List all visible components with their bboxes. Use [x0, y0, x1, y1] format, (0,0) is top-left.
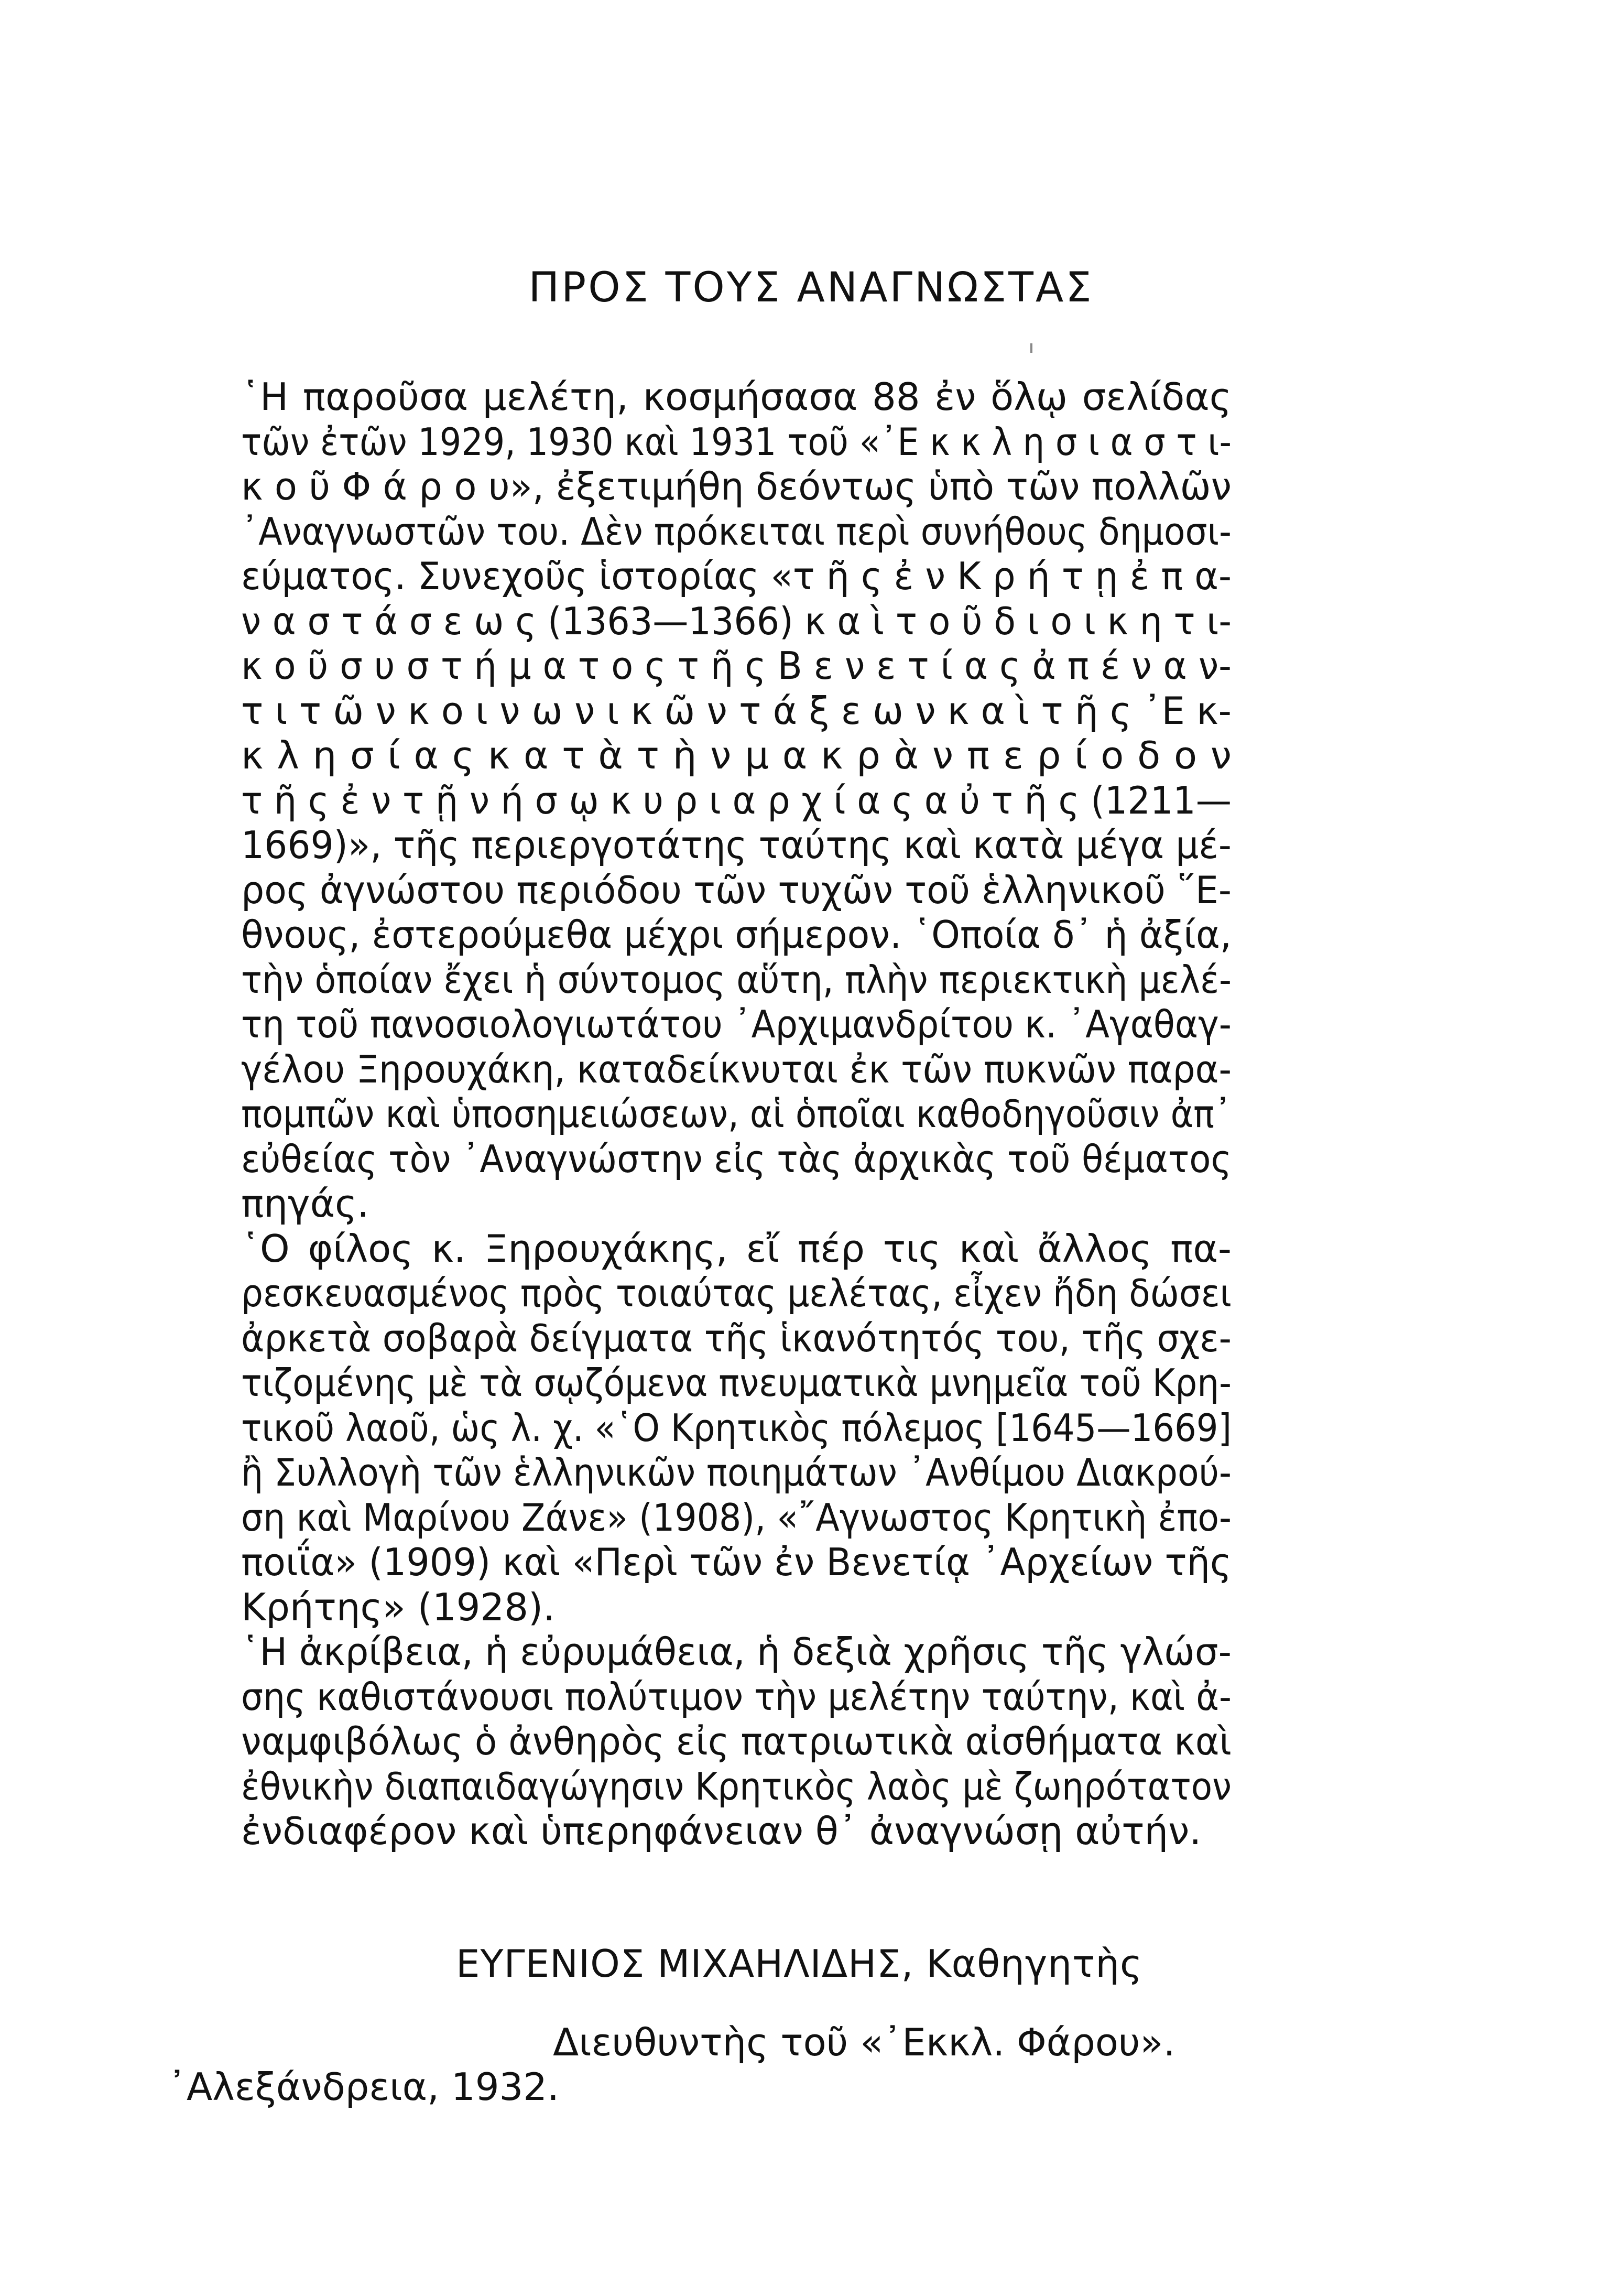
text-line: κ λ η σ ί α ς κ α τ ὰ τ ὴ ν μ α κ ρ ὰ ν π ε ρ ί ο δ ο ν [241, 733, 1232, 777]
text-line: Κρήτης» (1928). [241, 1585, 556, 1629]
text-line: πηγάς. [241, 1182, 369, 1226]
text-line: ἢ Συλλογὴ τῶν ἑλληνικῶν ποιημάτων ᾽Ανθίμου Διακρού- [241, 1450, 1232, 1494]
signature-name: ΕΥΓΕΝΙΟΣ ΜΙΧΑΗΛΙΔΗΣ, Καθηγητὴς [456, 1942, 1143, 1986]
text-line: τικοῦ λαοῦ, ὡς λ. χ. «῾Ο Κρητικὸς πόλεμος [1645—1669] [241, 1405, 1232, 1450]
text-line: γέλου Ξηρουχάκη, καταδείκνυται ἐκ τῶν πυκνῶν παρα- [241, 1047, 1232, 1091]
text-line: σης καθιστάνουσι πολύτιμον τὴν μελέτην ταύτην, καὶ ἀ- [241, 1674, 1232, 1719]
paragraph [241, 1227, 1232, 1630]
text-line: ῾Ο φίλος κ. Ξηρουχάκης, εἴ πέρ τις καὶ ἄλλος πα- [241, 1226, 1232, 1271]
text-line: ἐνδιαφέρον καὶ ὑπερηφάνειαν θ᾽ ἀναγνώσῃ αὐτήν. [241, 1809, 1202, 1853]
text-line: ᾽Αναγνωστῶν του. Δὲν πρόκειται περὶ συνήθους δημοσι- [241, 509, 1232, 554]
text-line: τῶν ἐτῶν 1929, 1930 καὶ 1931 τοῦ «᾽Ε κ κ λ η σ ι α σ τ ι- [241, 419, 1232, 464]
text-line: εὐθείας τὸν ᾽Αναγνώστην εἰς τὰς ἀρχικὰς τοῦ θέματος [241, 1136, 1232, 1181]
body-text [241, 375, 1232, 1854]
text-line: ρος ἀγνώστου περιόδου τῶν τυχῶν τοῦ ἑλληνικοῦ ῞Ε- [241, 868, 1232, 912]
text-line: ρεσκευασμένος πρὸς τοιαύτας μελέτας, εἶχεν ἤδη δώσει [241, 1271, 1232, 1315]
paragraph [241, 375, 1232, 1227]
text-line: εύματος. Συνεχοῦς ἱστορίας «τ ῆ ς ἐ ν Κ ρ ή τ ῃ ἐ π α- [241, 554, 1232, 598]
text-line: ἀρκετὰ σοβαρὰ δείγματα τῆς ἱκανότητός του, τῆς σχε- [241, 1316, 1232, 1360]
text-line: 1669)», τῆς περιεργοτάτης ταύτης καὶ κατὰ μέγα μέ- [241, 823, 1232, 867]
text-line: ῾Η παροῦσα μελέτη, κοσμήσασα 88 ἐν ὅλῳ σελίδας [241, 375, 1232, 419]
text-line: τὴν ὁποίαν ἔχει ἡ σύντομος αὕτη, πλὴν περιεκτικὴ μελέ- [241, 957, 1232, 1002]
text-line: ἐθνικὴν διαπαιδαγώγησιν Κρητικὸς λαὸς μὲ ζωηρότατον [241, 1764, 1232, 1808]
text-line: τιζομένης μὲ τὰ σῳζόμενα πνευματικὰ μνημεῖα τοῦ Κρη- [241, 1361, 1232, 1405]
place-date: ᾽Αλεξάνδρεια, 1932. [168, 2065, 559, 2109]
text-line: τ ῆ ς ἐ ν τ ῇ ν ή σ ῳ κ υ ρ ι α ρ χ ί α ς α ὐ τ ῆ ς (1211— [241, 778, 1232, 822]
text-line: τ ι τ ῶ ν κ ο ι ν ω ν ι κ ῶ ν τ ά ξ ε ω ν κ α ὶ τ ῆ ς ᾽Ε κ- [241, 688, 1232, 733]
text-line: πομπῶν καὶ ὑποσημειώσεων, αἱ ὁποῖαι καθοδηγοῦσιν ἀπ᾽ [241, 1092, 1232, 1136]
text-line: ση καὶ Μαρίνου Ζάνε» (1908), «῎Αγνωστος Κρητικὴ ἐπο- [241, 1495, 1232, 1540]
text-line: ῾Η ἀκρίβεια, ἡ εὐρυμάθεια, ἡ δεξιὰ χρῆσις τῆς γλώσ- [241, 1630, 1232, 1674]
text-line: ν α σ τ ά σ ε ω ς (1363—1366) κ α ὶ τ ο ῦ δ ι ο ι κ η τ ι- [241, 599, 1232, 643]
text-line: κ ο ῦ Φ ά ρ ο υ», ἐξετιμήθη δεόντως ὑπὸ τῶν πολλῶν [241, 464, 1232, 508]
text-line: θνους, ἐστερούμεθα μέχρι σήμερον. ῾Οποία δ᾽ ἡ ἀξία, [241, 913, 1232, 957]
text-line: κ ο ῦ σ υ σ τ ή μ α τ ο ς τ ῆ ς Β ε ν ε τ ί α ς ἀ π έ ν α ν- [241, 644, 1232, 688]
print-mark [1030, 343, 1032, 353]
text-line: ναμφιβόλως ὁ ἀνθηρὸς εἰς πατριωτικὰ αἰσθήματα καὶ [241, 1719, 1232, 1763]
paragraph [241, 1630, 1232, 1854]
text-line: τη τοῦ πανοσιολογιωτάτου ᾽Αρχιμανδρίτου κ. ᾽Αγαθαγ- [241, 1002, 1232, 1046]
text-line: ποιΐα» (1909) καὶ «Περὶ τῶν ἐν Βενετίᾳ ᾽Αρχείων τῆς [241, 1540, 1232, 1584]
signature-role: Διευθυντὴς τοῦ «᾽Εκκλ. Φάρου». [553, 2020, 1175, 2064]
page-title: ΠΡΟΣ ΤΟΥΣ ΑΝΑΓΝΩΣΤΑΣ [528, 264, 1094, 311]
